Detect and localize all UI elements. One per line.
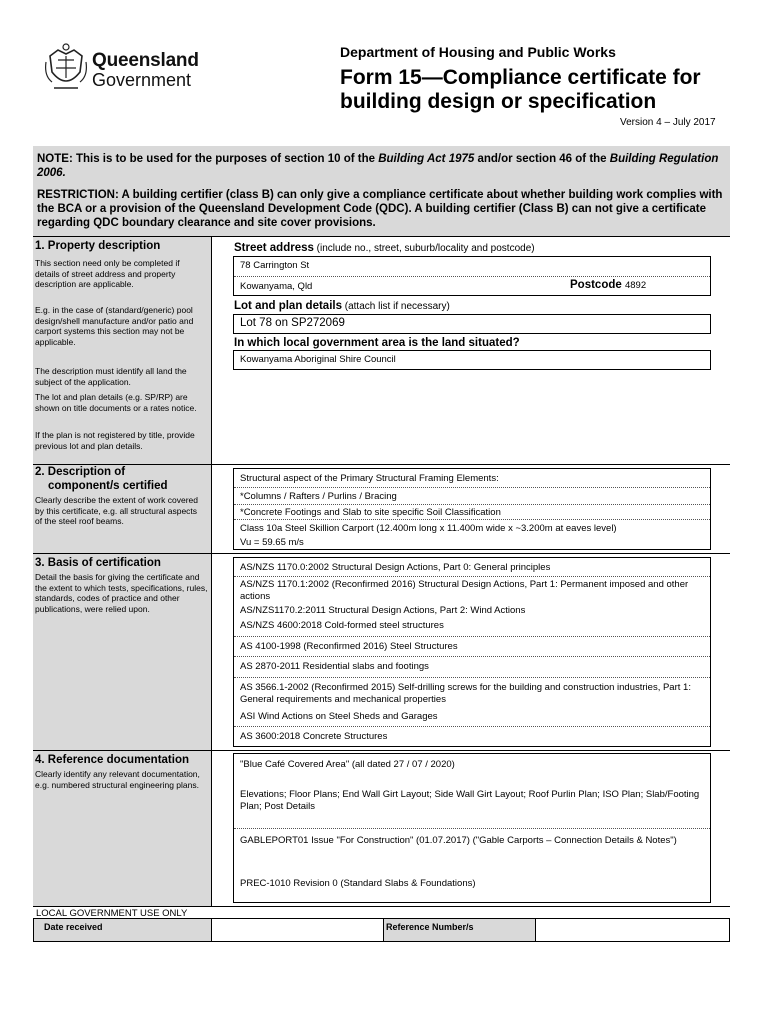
field-rule: [234, 726, 710, 727]
column-divider: [211, 236, 212, 906]
section3-help: Detail the basis for giving the certificate and the extent to which tests, specifications, rules, standards, codes of practice and other publications, were relied upon.: [35, 572, 208, 614]
component-line-5: Vu = 59.65 m/s: [240, 537, 304, 548]
section3-heading: 3. Basis of certification: [35, 557, 161, 569]
divider: [33, 236, 730, 237]
lga-label: In which local government area is the land situated?: [234, 337, 520, 349]
section1-help-1: This section need only be completed if details of street address and property description are applicable.: [35, 258, 180, 289]
divider: [33, 750, 730, 751]
reference-doc-1: "Blue Café Covered Area" (all dated 27 / 07 / 2020): [240, 759, 455, 770]
section2-heading-1: 2. Description of: [35, 466, 126, 478]
basis-item: AS 4100-1998 (Reconfirmed 2016) Steel Structures: [240, 641, 458, 652]
component-line-3: *Concrete Footings and Slab to site specific Soil Classification: [240, 507, 501, 518]
lot-plan-value: Lot 78 on SP272069: [240, 317, 345, 329]
reference-doc-4: PREC-1010 Revision 0 (Standard Slabs & Foundations): [240, 878, 476, 889]
form-version: Version 4 – July 2017: [620, 117, 716, 128]
field-rule: [234, 828, 710, 829]
column-divider: [383, 918, 384, 942]
date-received-input[interactable]: [212, 919, 382, 941]
basis-item: ASI Wind Actions on Steel Sheds and Garages: [240, 711, 438, 722]
lot-plan-label: Lot and plan details (attach list if necessary): [234, 300, 450, 312]
section1-help-5: If the plan is not registered by title, provide previous lot and plan details.: [35, 430, 195, 451]
postcode-group: [570, 279, 646, 291]
divider: [33, 464, 730, 465]
reference-doc-3: GABLEPORT01 Issue "For Construction" (01.07.2017) ("Gable Carports – Connection Details & Notes"): [240, 835, 677, 846]
restriction-text: RESTRICTION: A building certifier (class B) can only give a compliance certificate about whether building work complies with the BCA or a provision of the Queensland Development Code (QDC). A building certifier (Class B) can not give a certificate regarding QDC boundary clearance and site cover provisions.: [37, 189, 723, 229]
basis-item: AS/NZS1170.2:2011 Structural Design Actions, Part 2: Wind Actions: [240, 605, 526, 616]
note-text: NOTE: This is to be used for the purposes of section 10 of the Building Act 1975 and/or section 46 of the Building Regulation 2006.: [37, 153, 719, 179]
divider: [33, 906, 730, 907]
street-line-2: Kowanyama, Qld: [240, 281, 313, 292]
reference-numbers-label: Reference Number/s: [386, 922, 474, 932]
divider: [33, 553, 730, 554]
section1-help-4: The lot and plan details (e.g. SP/RP) are shown on title documents or a rates notice.: [35, 392, 197, 413]
street-address-label: Street address (include no., street, suburb/locality and postcode): [234, 242, 535, 254]
basis-item: AS 2870-2011 Residential slabs and footings: [240, 661, 429, 672]
component-line-2: *Columns / Rafters / Purlins / Bracing: [240, 491, 397, 502]
form-title: Form 15—Compliance certificate for building design or specification: [340, 66, 701, 113]
basis-item: AS 3600:2018 Concrete Structures: [240, 731, 388, 742]
reference-doc-2: Elevations; Floor Plans; End Wall Girt Layout; Side Wall Girt Layout; Roof Purlin Plan; ISO Plan; Slab/Footing Plan; Post Details: [240, 789, 700, 812]
field-rule: [234, 677, 710, 678]
field-rule: [234, 504, 710, 505]
section1-help-3: The description must identify all land the subject of the application.: [35, 366, 187, 387]
logo-queensland: Queensland: [92, 50, 199, 71]
queensland-crest-icon: [44, 42, 88, 94]
date-received-label: Date received: [44, 922, 103, 932]
component-line-4: Class 10a Steel Skillion Carport (12.400m long x 11.400m wide x ~3.200m at eaves level): [240, 523, 617, 534]
logo-government: Government: [92, 70, 192, 90]
reference-numbers-input[interactable]: [536, 919, 729, 941]
section4-help: Clearly identify any relevant documentation, e.g. numbered structural engineering plans.: [35, 769, 200, 790]
field-rule: [234, 656, 710, 657]
department-name: Department of Housing and Public Works: [340, 44, 616, 60]
street-line-1: 78 Carrington St: [240, 260, 310, 271]
basis-item: AS/NZS 1170.0:2002 Structural Design Actions, Part 0: General principles: [240, 562, 551, 573]
lg-use-only-label: LOCAL GOVERNMENT USE ONLY: [36, 908, 188, 919]
section4-heading: 4. Reference documentation: [35, 754, 190, 766]
lga-value: Kowanyama Aboriginal Shire Council: [240, 354, 396, 365]
basis-item: AS/NZS 1170.1:2002 (Reconfirmed 2016) Structural Design Actions, Part 1: Permanent imposed and other actions: [240, 579, 689, 602]
section1-help-2: E.g. in the case of (standard/generic) pool design/shell manufacture and/or patio and carport systems this section may not be applicable.: [35, 305, 194, 347]
basis-item: AS 3566.1-2002 (Reconfirmed 2015) Self-drilling screws for the building and construction industries, Part 1: General requirements and mechanical properties: [240, 682, 691, 705]
component-line-1: Structural aspect of the Primary Structural Framing Elements:: [240, 473, 499, 484]
basis-item: AS/NZS 4600:2018 Cold-formed steel structures: [240, 620, 444, 631]
section2-help: Clearly describe the extent of work covered by this certificate, e.g. all structural aspects of the steel roof beams.: [35, 495, 198, 526]
field-rule: [234, 276, 710, 277]
field-rule: [234, 519, 710, 520]
field-rule: [234, 636, 710, 637]
field-rule: [234, 487, 710, 488]
postcode-label: Postcode: [570, 279, 622, 291]
postcode-value: 4892: [624, 280, 647, 291]
field-rule: [234, 576, 710, 577]
section2-heading-2: component/s certified: [48, 480, 168, 492]
section1-heading: 1. Property description: [35, 240, 161, 252]
